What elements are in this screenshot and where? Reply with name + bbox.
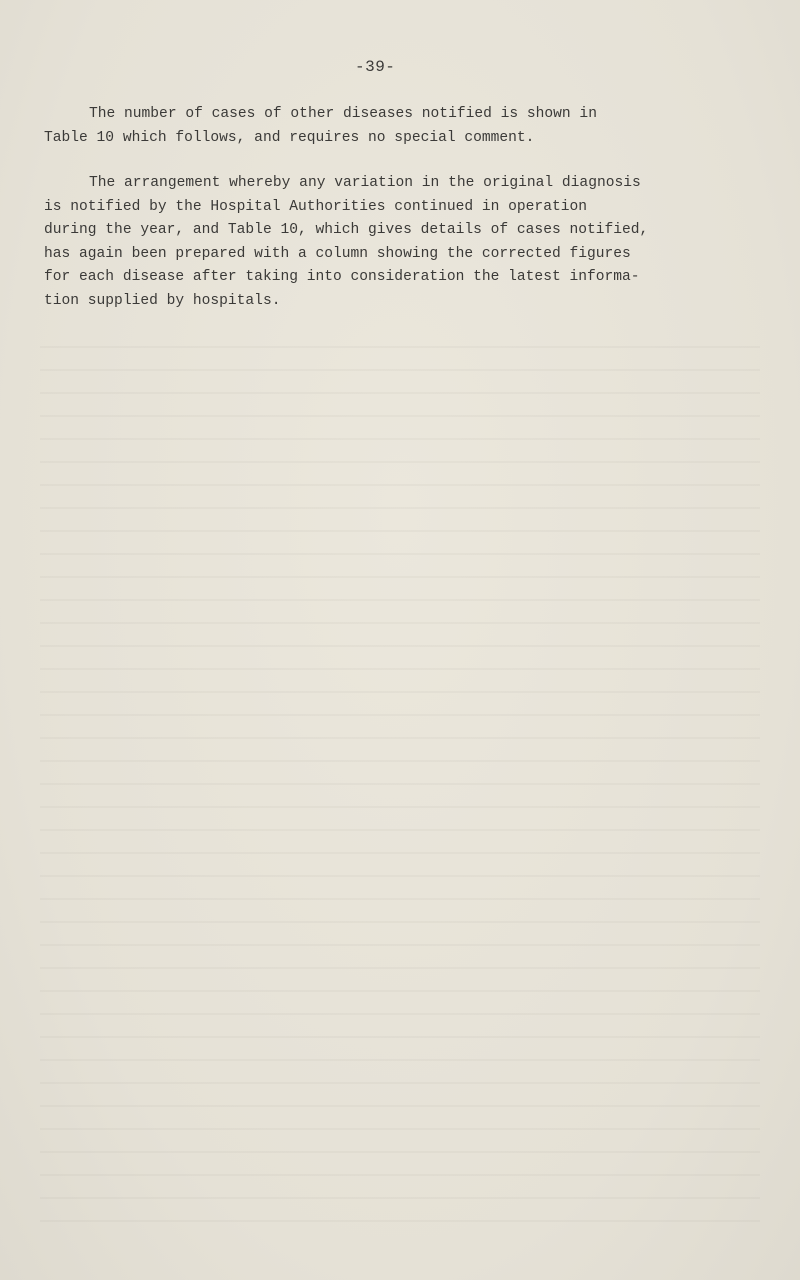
paragraph-line: The number of cases of other diseases notified is shown in [89,106,597,122]
paragraph-line: tion supplied by hospitals. [44,292,281,309]
paragraph-line: for each disease after taking into consideration the latest informa- [44,269,640,285]
show-through-texture [40,330,760,1230]
page-number: -39- [355,58,396,76]
paragraph-line: during the year, and Table 10, which gives details of cases notified, [44,222,649,238]
paragraph-line: The arrangement whereby any variation in the original diagnosis [89,175,641,191]
paragraph-line: has again been prepared with a column showing the corrected figures [44,245,631,262]
paragraph-other-diseases [44,103,764,150]
paragraph-line: Table 10 which follows, and requires no special comment. [44,129,535,146]
paragraph-line: is notified by the Hospital Authorities continued in operation [44,198,587,215]
paragraph-diagnosis-arrangement [44,172,764,313]
